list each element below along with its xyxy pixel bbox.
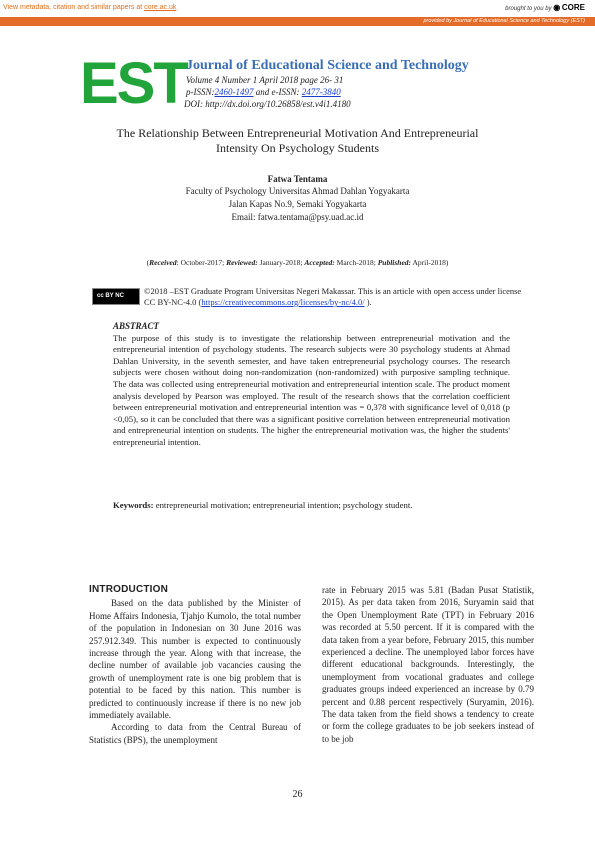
journal-title: Journal of Educational Science and Technology [186,58,469,73]
published-label: Published: [377,258,412,267]
eissn-label: and e-ISSN: [255,87,300,97]
keywords-label: Keywords: [113,500,154,510]
license-text: ©2018 –EST Graduate Program Universitas Negeri Makassar. This is an article with open access under license CC BY-NC-4.0 ( [144,286,522,307]
received-label: Received [149,258,177,267]
pissn-label: p-ISSN: [186,87,215,97]
provided-by-text: provided by Journal of Educational Science and Technology (EST) [423,18,585,24]
cc-license-badge-icon [92,288,140,305]
est-logo: EST [80,51,187,116]
paper-title-line1: The Relationship Between Entrepreneurial Motivation And Entrepreneurial [116,126,479,140]
license-link[interactable]: https://creativecommons.org/licenses/by-nc/4.0/ [201,297,365,307]
core-brought-text: brought to you by [505,6,552,12]
published-date: April-2018) [411,258,449,267]
license-statement [144,286,534,308]
abstract-section [113,321,510,449]
keywords [113,500,513,510]
paper-title-line2: Intensity On Psychology Students [215,141,379,155]
author-affiliation: Faculty of Psychology Universitas Ahmad Dahlan Yogyakarta [185,186,410,196]
journal-volume: Volume 4 Number 1 April 2018 page 26- 31 [186,75,344,85]
reviewed-date: January-2018; [257,258,303,267]
cc-badge-text: cc BY NC [97,293,124,299]
journal-issn [186,87,341,97]
introduction-heading: INTRODUCTION [89,584,169,595]
journal-doi: DOI: http://dx.doi.org/10.26858/est.v4i1.4180 [184,99,351,109]
core-top-bar [0,0,595,18]
submission-dates: (Received: October-2017; Reviewed: January-2018; Accepted: March-2018; Published: April-2018) [146,258,449,267]
pissn-link[interactable]: 2460-1497 [214,87,254,97]
intro-paragraph-3: rate in February 2015 was 5.81 (Badan Pusat Statistik, 2015). As per data taken from 2016, Suryamin said that the Open Unemployment Rate (TPT) in February 2016 was recorded at 5.50 percent. If it is compared with the data taken from a year before, February 2015, this number experienced a decline. The unemployed labor forces have different educational backgrounds. Interestingly, the unemployment from vocational graduates and college graduates groups indeed experienced an increase by 0.79 percent and 0.88 percent respectively (Suryamin, 2016). The data taken from the field shows a tendency to create or form the college graduates to be job seekers instead of to be job [322,585,534,744]
core-brand-name: CORE [561,3,585,12]
received-date: : October-2017; [176,258,225,267]
accepted-label: Accepted: [304,258,335,267]
abstract-body: The purpose of this study is to investigate the relationship between entrepreneurial motivation and the entrepreneurial intention of psychology students. The research subjects were 30 psychology students at Ahmad Dahlan University, in the seventh semester, and have taken entrepreneurial psychology courses. The research subjects were chosen without doing non-randomization (non-randomized) with purposive sampling technique. The data was collected using entrepreneurial motivation and entrepreneurial intention scale. The product moment analysis developed by Pearson was employed. The result of the research shows that the correlation coefficient between entrepreneurial motivation and entrepreneurial intention was = 0,378 with significance level of 0,018 (p <0,05), so it can be concluded that there was a significant positive correlation between entrepreneurial motivation and entrepreneurial intention on students. The higher the entrepreneurial motivation was, the higher the students' entrepreneurial intention. [113,332,510,447]
intro-paragraph-1: Based on the data published by the Minister of Home Affairs Indonesia, Tjahjo Kumolo, the total number of the population in Indonesian on 30 June 2016 was 257.912.349. This number is expected to continuously increase through the year. Along with that increase, the decline number of available job vacancies causing the growth of unemployment rate is one big problem that is potential to be faced by this nation. This number is predicted to continuously increase if there is no new job immediately available. [89,598,301,721]
intro-paragraph-2: According to data from the Central Bureau of Statistics (BPS), the unemployment [89,722,301,745]
right-column [322,584,534,745]
page-number: 26 [292,789,303,800]
paper-title [60,126,535,156]
provided-by-bar [0,17,595,26]
core-brand[interactable] [505,3,585,12]
core-left-text: View metadata, citation and similar papers at [3,4,143,11]
keywords-text: entrepreneurial motivation; entrepreneurial intention; psychology student. [153,500,413,510]
core-link[interactable]: core.ac.uk [144,4,177,11]
author-name: Fatwa Tentama [267,174,328,184]
reviewed-label: Reviewed: [226,258,258,267]
abstract-heading: ABSTRACT [113,321,160,331]
eissn-link[interactable]: 2477-3840 [301,87,341,97]
author-email: Email: fatwa.tentama@psy.uad.ac.id [231,212,364,222]
left-column [89,584,301,746]
license-tail: ). [364,297,372,307]
core-logo-icon: ◉ [553,3,561,12]
accepted-date: March-2018; [334,258,376,267]
author-address: Jalan Kapas No.9, Semaki Yogyakarta [228,199,367,209]
core-metadata-text [3,4,176,11]
